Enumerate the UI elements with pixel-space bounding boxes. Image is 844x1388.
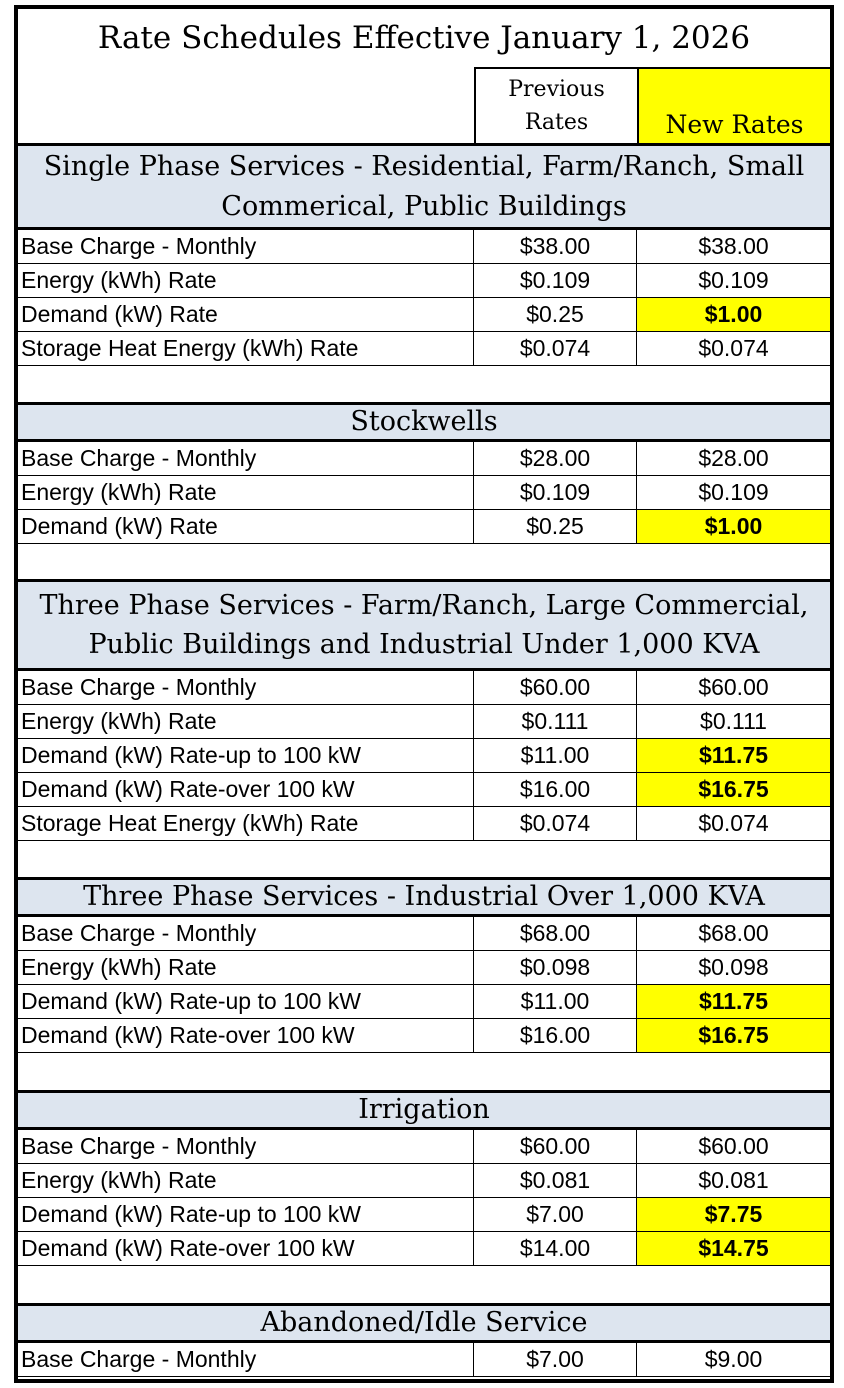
section-header: Three Phase Services - Industrial Over 1,000 KVA [18,877,830,917]
previous-rate: $0.074 [474,332,637,366]
new-rate: $9.00 [637,1343,830,1377]
section-header: Three Phase Services - Farm/Ranch, Large Commercial, Public Buildings and Industrial Under 1,000 KVA [18,579,830,671]
new-rate-changed: $1.00 [637,510,830,544]
rate-label: Demand (kW) Rate-up to 100 kW [18,739,474,773]
section-header: Stockwells [18,402,830,442]
previous-rate: $0.074 [474,807,637,841]
rate-label: Demand (kW) Rate [18,510,474,544]
section-header: Single Phase Services - Residential, Farm/Ranch, Small Commerical, Public Buildings [18,143,830,230]
previous-rate: $11.00 [474,739,637,773]
table-row [18,230,830,264]
table-row [18,739,830,773]
rate-label: Base Charge - Monthly [18,917,474,951]
new-rate: $0.098 [637,951,830,985]
previous-rate: $0.25 [474,510,637,544]
previous-rate: $0.109 [474,476,637,510]
table-row [18,476,830,510]
rate-schedule-table [14,5,834,1383]
new-rate-changed: $16.75 [637,773,830,807]
header-spacer [18,67,474,143]
previous-rate: $60.00 [474,671,637,705]
page-title: Rate Schedules Effective January 1, 2026 [97,20,751,56]
section-header: Irrigation [18,1090,830,1130]
previous-rate: $60.00 [474,1130,637,1164]
new-rate-changed: $11.75 [637,739,830,773]
previous-rate: $0.111 [474,705,637,739]
table-row [18,807,830,841]
previous-rate: $16.00 [474,773,637,807]
column-header-previous-rates: Previous Rates [474,67,637,143]
new-rate-changed: $16.75 [637,1019,830,1053]
table-row [18,1019,830,1053]
table-row [18,951,830,985]
column-header-new-rates: New Rates [637,67,830,143]
rate-label: Base Charge - Monthly [18,1343,474,1377]
new-rate-changed: $14.75 [637,1232,830,1266]
rate-label: Base Charge - Monthly [18,442,474,476]
new-rate-changed: $1.00 [637,298,830,332]
new-rate: $28.00 [637,442,830,476]
new-rate-changed: $11.75 [637,985,830,1019]
table-row [18,1198,830,1232]
new-rate: $60.00 [637,671,830,705]
previous-rate: $11.00 [474,985,637,1019]
rate-label: Energy (kWh) Rate [18,476,474,510]
rate-label: Base Charge - Monthly [18,230,474,264]
rate-label: Energy (kWh) Rate [18,264,474,298]
table-row [18,917,830,951]
table-row [18,773,830,807]
previous-rate: $0.098 [474,951,637,985]
table-row [18,1130,830,1164]
new-rate: $0.109 [637,476,830,510]
table-row [18,510,830,544]
table-row [18,332,830,366]
new-rate: $38.00 [637,230,830,264]
rate-label: Demand (kW) Rate-up to 100 kW [18,1198,474,1232]
previous-rate: $38.00 [474,230,637,264]
table-row [18,985,830,1019]
rate-label: Demand (kW) Rate-over 100 kW [18,773,474,807]
previous-rate: $16.00 [474,1019,637,1053]
rate-label: Energy (kWh) Rate [18,1164,474,1198]
table-row [18,298,830,332]
new-rate: $0.109 [637,264,830,298]
table-row [18,264,830,298]
new-rate: $60.00 [637,1130,830,1164]
table-row [18,442,830,476]
new-rate: $0.111 [637,705,830,739]
new-rate: $68.00 [637,917,830,951]
previous-rate: $28.00 [474,442,637,476]
rate-label: Demand (kW) Rate-over 100 kW [18,1019,474,1053]
table-row [18,671,830,705]
previous-rate: $7.00 [474,1343,637,1377]
rate-label: Storage Heat Energy (kWh) Rate [18,332,474,366]
section-header: Abandoned/Idle Service [18,1303,830,1343]
previous-rate: $7.00 [474,1198,637,1232]
table-row [18,705,830,739]
new-rate: $0.081 [637,1164,830,1198]
rate-label: Demand (kW) Rate [18,298,474,332]
rate-label: Energy (kWh) Rate [18,705,474,739]
rate-label: Base Charge - Monthly [18,1130,474,1164]
rate-label: Base Charge - Monthly [18,671,474,705]
rate-label: Energy (kWh) Rate [18,951,474,985]
new-rate: $0.074 [637,332,830,366]
previous-rate: $0.25 [474,298,637,332]
previous-rate: $0.109 [474,264,637,298]
previous-rate: $0.081 [474,1164,637,1198]
previous-rate: $68.00 [474,917,637,951]
table-row [18,1232,830,1266]
previous-rate: $14.00 [474,1232,637,1266]
rate-label: Storage Heat Energy (kWh) Rate [18,807,474,841]
rate-label: Demand (kW) Rate-over 100 kW [18,1232,474,1266]
new-rate-changed: $7.75 [637,1198,830,1232]
table-row [18,1164,830,1198]
rate-label: Demand (kW) Rate-up to 100 kW [18,985,474,1019]
table-row [18,1343,830,1377]
new-rate: $0.074 [637,807,830,841]
